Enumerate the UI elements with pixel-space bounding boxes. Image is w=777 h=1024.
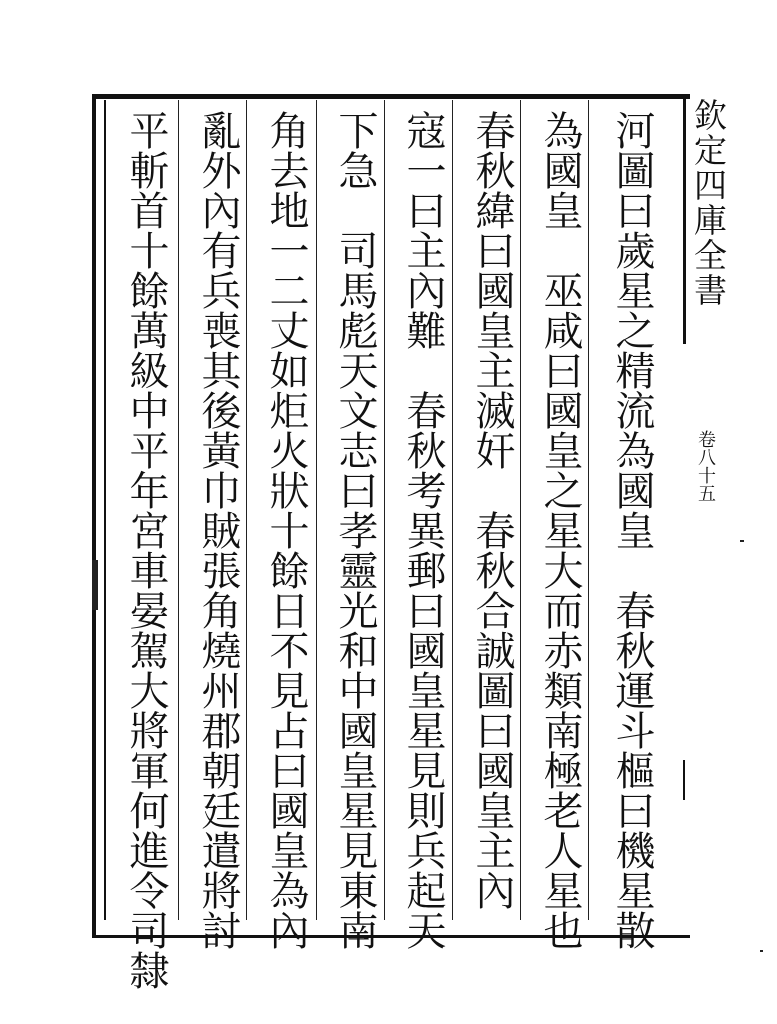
text-column-2: 為國皇 巫咸曰國皇之星大而赤類南極老人星也 bbox=[537, 110, 583, 950]
ink-speck bbox=[740, 540, 744, 542]
book-title: 欽定四庫全書 bbox=[689, 98, 728, 308]
column-rule bbox=[452, 100, 453, 920]
inner-border-left bbox=[104, 100, 106, 920]
column-rule bbox=[178, 100, 179, 920]
page-border bbox=[92, 94, 690, 938]
column-rule bbox=[520, 100, 521, 920]
ink-smudge bbox=[92, 560, 98, 610]
text-column-8: 平斬首十餘萬級中平年宮車晏駕大將軍何進令司隸 bbox=[123, 110, 169, 990]
column-rule bbox=[246, 100, 247, 920]
column-rule bbox=[588, 100, 589, 920]
ink-speck bbox=[760, 950, 763, 952]
volume-label: 卷八十五 bbox=[695, 430, 716, 502]
text-column-7: 亂外內有兵喪其後黃巾賊張角燒州郡朝廷遣將討 bbox=[195, 110, 241, 950]
page-border-right-lower bbox=[683, 760, 685, 800]
text-column-6: 角去地一二丈如炬火狀十餘日不見占曰國皇為內 bbox=[263, 110, 309, 950]
text-column-1: 河圖曰歲星之精流為國皇 春秋運斗樞曰機星散 bbox=[609, 110, 655, 950]
page-border-right bbox=[683, 94, 686, 344]
text-column-5: 下急 司馬彪天文志曰孝靈光和中國皇星見東南 bbox=[332, 110, 378, 950]
column-rule bbox=[316, 100, 317, 920]
text-column-4: 寇一曰主內難 春秋考異郵曰國皇星見則兵起天 bbox=[400, 110, 446, 950]
text-column-3: 春秋緯曰國皇主滅奸 春秋合誠圖曰國皇主內 bbox=[469, 110, 515, 910]
column-rule bbox=[384, 100, 385, 920]
